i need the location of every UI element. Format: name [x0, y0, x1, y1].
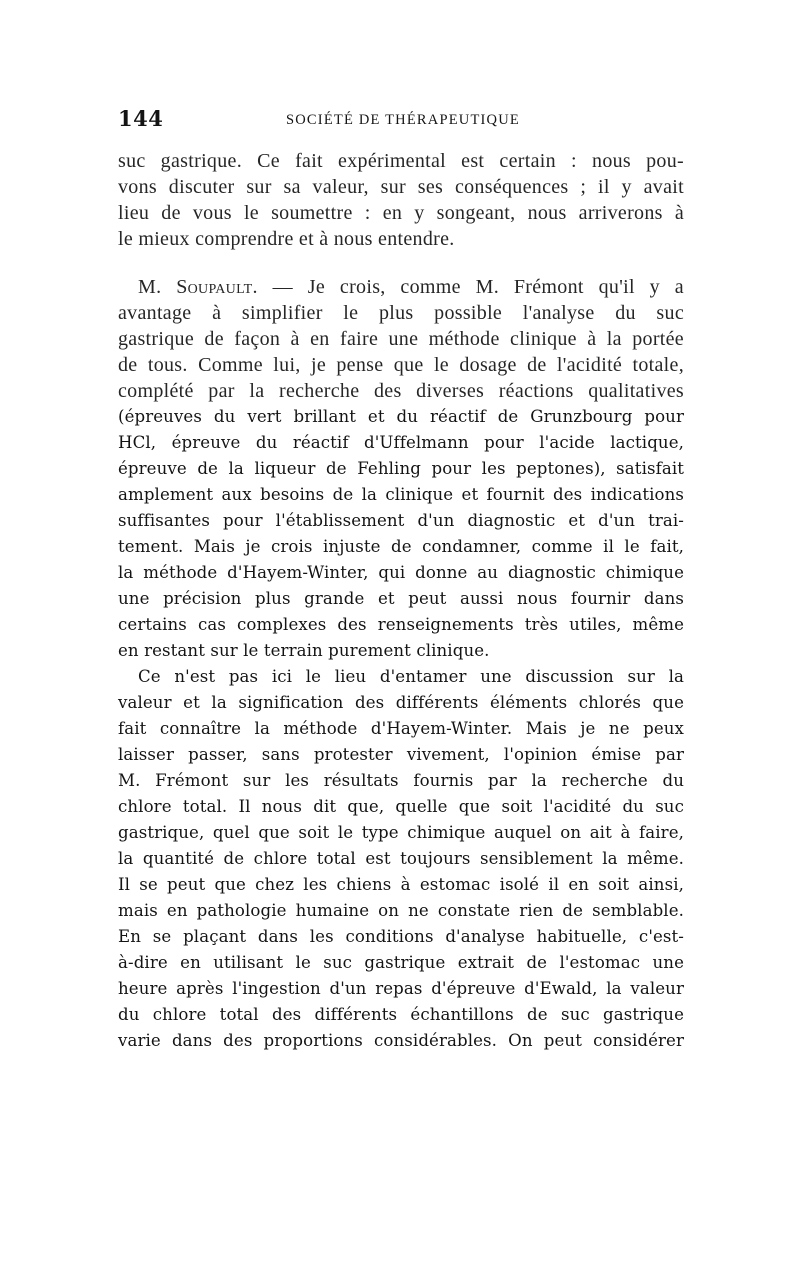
text-line: varie dans des proportions considérables. On peut considérer: [118, 1031, 684, 1050]
text-line: la quantité de chlore total est toujours sensiblement la même.: [118, 849, 684, 868]
text-line: certains cas complexes des renseignements très utiles, même: [118, 615, 684, 634]
text-line: gastrique, quel que soit le type chimique auquel on ait à faire,: [118, 823, 684, 842]
text-line: Il se peut que chez les chiens à estomac isolé il en soit ainsi,: [118, 875, 684, 894]
text-line: suffisantes pour l'établissement d'un diagnostic et d'un trai-: [118, 511, 684, 530]
text-line: du chlore total des différents échantillons de suc gastrique: [118, 1005, 684, 1024]
page-header: [118, 106, 684, 136]
paragraph-3: [118, 664, 684, 1054]
text-line: fait connaître la méthode d'Hayem-Winter. Mais je ne peux: [118, 719, 684, 738]
text-line: valeur et la signification des différents éléments chlorés que: [118, 693, 684, 712]
speaker-name: M. Soupault.: [138, 276, 258, 298]
text-line: [118, 274, 684, 300]
text-line: complété par la recherche des diverses réactions qualitatives: [118, 380, 684, 402]
text-line: HCl, épreuve du réactif d'Uffelmann pour l'acide lactique,: [118, 433, 684, 452]
paragraph-gap: [118, 252, 684, 274]
text-line: en restant sur le terrain purement clinique.: [118, 641, 490, 660]
text-line: M. Frémont sur les résultats fournis par la recherche du: [118, 771, 684, 790]
paragraph-1: [118, 148, 684, 252]
paragraph-2: [118, 274, 684, 664]
text-line: épreuve de la liqueur de Fehling pour les peptones), satisfait: [118, 459, 684, 478]
text-line: laisser passer, sans protester vivement, l'opinion émise par: [118, 745, 684, 764]
text-line: une précision plus grande et peut aussi nous fournir dans: [118, 589, 684, 608]
running-head: SOCIÉTÉ DE THÉRAPEUTIQUE: [286, 112, 520, 128]
text-line: mais en pathologie humaine on ne constate rien de semblable.: [118, 901, 684, 920]
text-line: En se plaçant dans les conditions d'analyse habituelle, c'est-: [118, 927, 684, 946]
body-text: [118, 148, 684, 1054]
text-line: Ce n'est pas ici le lieu d'entamer une discussion sur la: [138, 667, 684, 686]
text-line: gastrique de façon à en faire une méthode clinique à la portée: [118, 328, 684, 350]
speaker-statement: — Je crois, comme M. Frémont qu'il y a: [257, 276, 684, 298]
text-line: de tous. Comme lui, je pense que le dosage de l'acidité totale,: [118, 354, 684, 376]
page-number: 144: [118, 106, 164, 131]
text-line: suc gastrique. Ce fait expérimental est certain : nous pou-: [118, 150, 684, 172]
text-line: tement. Mais je crois injuste de condamner, comme il le fait,: [118, 537, 684, 556]
text-line: amplement aux besoins de la clinique et fournit des indications: [118, 485, 684, 504]
text-line: avantage à simplifier le plus possible l'analyse du suc: [118, 302, 684, 324]
text-line: le mieux comprendre et à nous entendre.: [118, 228, 455, 250]
text-line: lieu de vous le soumettre : en y songeant, nous arriverons à: [118, 202, 684, 224]
text-line: (épreuves du vert brillant et du réactif de Grunzbourg pour: [118, 407, 684, 426]
text-line: à-dire en utilisant le suc gastrique extrait de l'estomac une: [118, 953, 684, 972]
text-line: la méthode d'Hayem-Winter, qui donne au diagnostic chimique: [118, 563, 684, 582]
text-line: vons discuter sur sa valeur, sur ses conséquences ; il y avait: [118, 176, 684, 198]
text-line: heure après l'ingestion d'un repas d'épreuve d'Ewald, la valeur: [118, 979, 684, 998]
text-line: chlore total. Il nous dit que, quelle que soit l'acidité du suc: [118, 797, 684, 816]
